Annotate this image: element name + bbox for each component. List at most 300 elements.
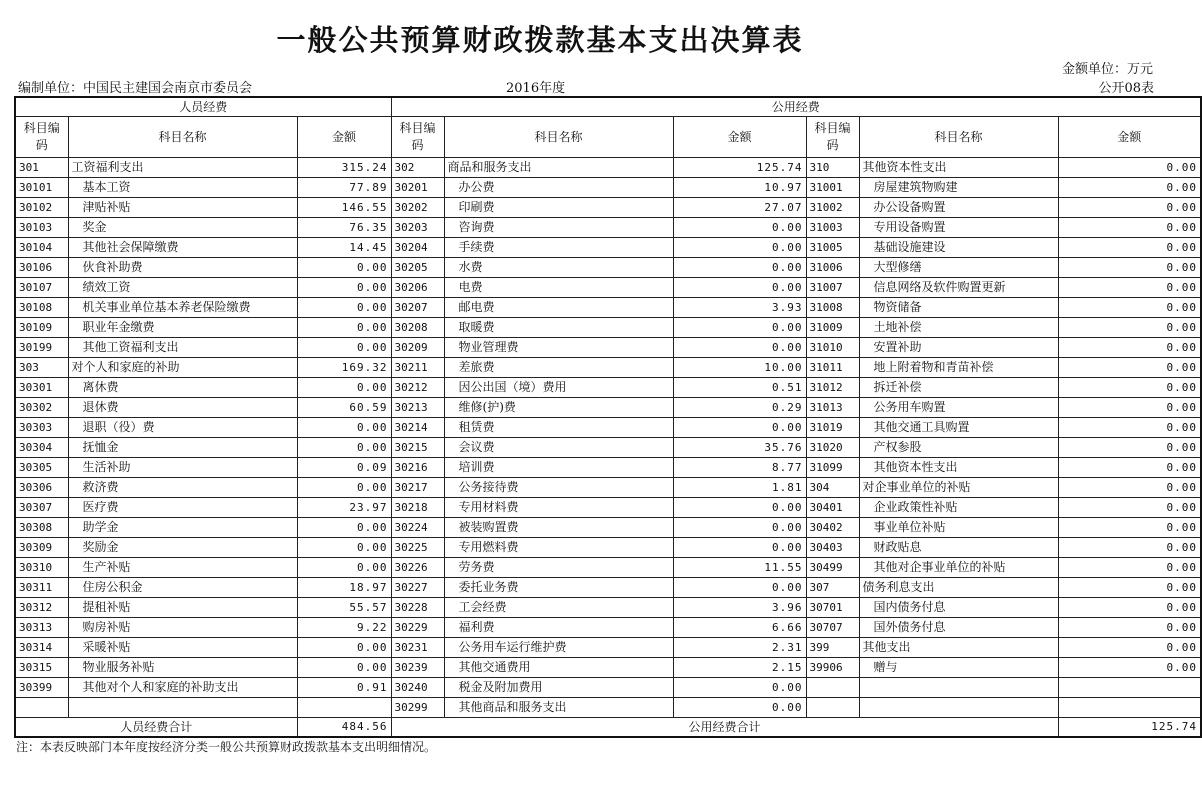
table-row xyxy=(15,478,1201,498)
item-name: 劳务费 xyxy=(444,558,673,578)
item-code: 31099 xyxy=(806,458,859,478)
item-code: 30707 xyxy=(806,618,859,638)
item-name: 公务用车运行维护费 xyxy=(444,638,673,658)
item-code: 31007 xyxy=(806,278,859,298)
item-code: 30203 xyxy=(391,218,444,238)
item-name: 被装购置费 xyxy=(444,518,673,538)
table-row xyxy=(15,158,1201,178)
item-name: 房屋建筑物购建 xyxy=(859,178,1058,198)
item-code: 30202 xyxy=(391,198,444,218)
item-name: 其他商品和服务支出 xyxy=(444,698,673,718)
item-code: 30227 xyxy=(391,578,444,598)
item-code: 399 xyxy=(806,638,859,658)
item-amount: 0.00 xyxy=(1058,618,1201,638)
item-name: 企业政策性补贴 xyxy=(859,498,1058,518)
table-row xyxy=(15,458,1201,478)
item-name: 伙食补助费 xyxy=(68,258,297,278)
item-code: 31012 xyxy=(806,378,859,398)
item-code: 302 xyxy=(391,158,444,178)
item-code: 30199 xyxy=(15,338,68,358)
item-name: 工资福利支出 xyxy=(68,158,297,178)
item-amount: 0.00 xyxy=(1058,278,1201,298)
item-name: 其他交通工具购置 xyxy=(859,418,1058,438)
item-name: 其他支出 xyxy=(859,638,1058,658)
item-amount: 0.00 xyxy=(1058,638,1201,658)
item-amount: 0.00 xyxy=(297,298,391,318)
table-row xyxy=(15,678,1201,698)
table-row xyxy=(15,278,1201,298)
item-code: 30701 xyxy=(806,598,859,618)
item-code: 30108 xyxy=(15,298,68,318)
item-amount: 0.00 xyxy=(1058,318,1201,338)
amount-unit: 金额单位：万元 xyxy=(1061,62,1153,77)
item-code: 30101 xyxy=(15,178,68,198)
table-row xyxy=(15,498,1201,518)
item-name: 基础设施建设 xyxy=(859,238,1058,258)
item-amount: 0.00 xyxy=(673,338,806,358)
item-name: 公务接待费 xyxy=(444,478,673,498)
item-name: 安置补助 xyxy=(859,338,1058,358)
item-amount: 0.00 xyxy=(297,658,391,678)
item-amount: 60.59 xyxy=(297,398,391,418)
item-code: 30201 xyxy=(391,178,444,198)
item-name: 因公出国（境）费用 xyxy=(444,378,673,398)
item-name: 债务利息支出 xyxy=(859,578,1058,598)
item-amount: 0.00 xyxy=(673,498,806,518)
item-name: 专用燃料费 xyxy=(444,538,673,558)
fiscal-year: 2016年度 xyxy=(506,81,566,96)
item-code: 30217 xyxy=(391,478,444,498)
item-amount: 0.00 xyxy=(1058,658,1201,678)
item-code: 30308 xyxy=(15,518,68,538)
item-amount: 0.00 xyxy=(1058,398,1201,418)
item-amount: 11.55 xyxy=(673,558,806,578)
item-code: 30228 xyxy=(391,598,444,618)
section-personnel: 人员经费 xyxy=(15,97,391,117)
item-code xyxy=(806,698,859,718)
table-row xyxy=(15,538,1201,558)
item-code: 30403 xyxy=(806,538,859,558)
table-row xyxy=(15,218,1201,238)
item-code: 30315 xyxy=(15,658,68,678)
item-code: 39906 xyxy=(806,658,859,678)
item-code: 30102 xyxy=(15,198,68,218)
item-code: 31006 xyxy=(806,258,859,278)
item-name: 财政贴息 xyxy=(859,538,1058,558)
item-name: 印刷费 xyxy=(444,198,673,218)
header-amount: 金额 xyxy=(1058,117,1201,158)
item-name: 取暖费 xyxy=(444,318,673,338)
header-code: 科目编码 xyxy=(15,117,68,158)
item-amount: 0.00 xyxy=(673,698,806,718)
item-code: 30309 xyxy=(15,538,68,558)
item-name: 医疗费 xyxy=(68,498,297,518)
item-name: 其他对个人和家庭的补助支出 xyxy=(68,678,297,698)
header-code: 科目编码 xyxy=(391,117,444,158)
item-code: 30307 xyxy=(15,498,68,518)
item-name: 津贴补贴 xyxy=(68,198,297,218)
item-name: 对个人和家庭的补助 xyxy=(68,358,297,378)
item-amount: 0.00 xyxy=(673,518,806,538)
item-amount: 0.00 xyxy=(297,418,391,438)
item-name: 专用设备购置 xyxy=(859,218,1058,238)
item-code: 30306 xyxy=(15,478,68,498)
item-amount: 0.00 xyxy=(673,238,806,258)
item-amount: 0.00 xyxy=(1058,598,1201,618)
item-name: 物资储备 xyxy=(859,298,1058,318)
item-amount: 2.15 xyxy=(673,658,806,678)
item-amount: 0.00 xyxy=(1058,178,1201,198)
item-name: 福利费 xyxy=(444,618,673,638)
header-name: 科目名称 xyxy=(444,117,673,158)
item-code: 30312 xyxy=(15,598,68,618)
item-name: 工会经费 xyxy=(444,598,673,618)
item-code: 30314 xyxy=(15,638,68,658)
item-code: 30301 xyxy=(15,378,68,398)
item-name: 其他工资福利支出 xyxy=(68,338,297,358)
item-name: 邮电费 xyxy=(444,298,673,318)
item-code: 30401 xyxy=(806,498,859,518)
table-row xyxy=(15,598,1201,618)
item-name: 职业年金缴费 xyxy=(68,318,297,338)
item-code: 31019 xyxy=(806,418,859,438)
item-amount: 0.00 xyxy=(1058,498,1201,518)
header-amount: 金额 xyxy=(297,117,391,158)
item-amount: 0.00 xyxy=(297,518,391,538)
item-code: 303 xyxy=(15,358,68,378)
item-amount: 0.00 xyxy=(1058,378,1201,398)
item-amount: 0.00 xyxy=(1058,438,1201,458)
item-amount: 0.00 xyxy=(1058,218,1201,238)
item-amount: 0.00 xyxy=(1058,478,1201,498)
item-name: 其他对企事业单位的补贴 xyxy=(859,558,1058,578)
item-amount: 0.00 xyxy=(297,478,391,498)
item-name: 物业管理费 xyxy=(444,338,673,358)
item-amount: 146.55 xyxy=(297,198,391,218)
item-name: 退休费 xyxy=(68,398,297,418)
item-name: 咨询费 xyxy=(444,218,673,238)
item-name: 奖金 xyxy=(68,218,297,238)
item-code: 31013 xyxy=(806,398,859,418)
table-row xyxy=(15,358,1201,378)
item-name: 差旅费 xyxy=(444,358,673,378)
item-name: 其他资本性支出 xyxy=(859,158,1058,178)
item-amount: 169.32 xyxy=(297,358,391,378)
item-amount: 0.00 xyxy=(1058,358,1201,378)
item-amount: 27.07 xyxy=(673,198,806,218)
item-amount: 0.00 xyxy=(297,258,391,278)
item-name: 信息网络及软件购置更新 xyxy=(859,278,1058,298)
org-name: 编制单位：中国民主建国会南京市委员会 xyxy=(18,81,253,96)
table-row xyxy=(15,178,1201,198)
item-amount: 6.66 xyxy=(673,618,806,638)
item-name: 抚恤金 xyxy=(68,438,297,458)
item-amount: 0.00 xyxy=(1058,578,1201,598)
item-code: 30211 xyxy=(391,358,444,378)
item-code: 31003 xyxy=(806,218,859,238)
item-amount: 0.00 xyxy=(673,278,806,298)
item-name: 商品和服务支出 xyxy=(444,158,673,178)
item-name: 退职（役）费 xyxy=(68,418,297,438)
item-amount: 0.00 xyxy=(1058,238,1201,258)
table-row xyxy=(15,578,1201,598)
item-amount: 0.00 xyxy=(297,378,391,398)
public-total-amount: 125.74 xyxy=(1058,718,1201,738)
item-code: 30208 xyxy=(391,318,444,338)
totals-row xyxy=(15,718,1201,738)
table-row xyxy=(15,518,1201,538)
item-code: 30212 xyxy=(391,378,444,398)
item-code: 30213 xyxy=(391,398,444,418)
item-amount: 0.00 xyxy=(297,338,391,358)
item-code: 30499 xyxy=(806,558,859,578)
item-name: 地上附着物和青苗补偿 xyxy=(859,358,1058,378)
item-amount: 0.00 xyxy=(297,558,391,578)
table-row xyxy=(15,638,1201,658)
personnel-total-label: 人员经费合计 xyxy=(15,718,297,738)
item-name: 其他交通费用 xyxy=(444,658,673,678)
item-amount: 10.00 xyxy=(673,358,806,378)
table-row xyxy=(15,698,1201,718)
item-name: 委托业务费 xyxy=(444,578,673,598)
item-name xyxy=(859,678,1058,698)
item-amount: 14.45 xyxy=(297,238,391,258)
table-row xyxy=(15,558,1201,578)
item-amount: 0.00 xyxy=(1058,558,1201,578)
item-code xyxy=(15,698,68,718)
item-code: 30303 xyxy=(15,418,68,438)
item-name: 产权参股 xyxy=(859,438,1058,458)
item-code: 307 xyxy=(806,578,859,598)
item-code: 30107 xyxy=(15,278,68,298)
item-code: 30209 xyxy=(391,338,444,358)
item-amount: 125.74 xyxy=(673,158,806,178)
item-name: 物业服务补贴 xyxy=(68,658,297,678)
item-amount: 76.35 xyxy=(297,218,391,238)
item-code: 30205 xyxy=(391,258,444,278)
item-name: 办公费 xyxy=(444,178,673,198)
item-name: 水费 xyxy=(444,258,673,278)
expenditure-table xyxy=(14,96,1202,738)
item-name: 离休费 xyxy=(68,378,297,398)
item-code: 30399 xyxy=(15,678,68,698)
header-name: 科目名称 xyxy=(859,117,1058,158)
item-code: 30214 xyxy=(391,418,444,438)
item-amount: 315.24 xyxy=(297,158,391,178)
table-row xyxy=(15,418,1201,438)
item-name: 拆迁补偿 xyxy=(859,378,1058,398)
item-amount: 0.00 xyxy=(1058,198,1201,218)
item-amount: 0.00 xyxy=(1058,418,1201,438)
meta-row xyxy=(18,77,1154,95)
item-amount xyxy=(297,698,391,718)
item-code: 30305 xyxy=(15,458,68,478)
item-name: 大型修缮 xyxy=(859,258,1058,278)
item-code: 30313 xyxy=(15,618,68,638)
item-code: 31009 xyxy=(806,318,859,338)
item-name: 电费 xyxy=(444,278,673,298)
item-name: 住房公积金 xyxy=(68,578,297,598)
table-row xyxy=(15,258,1201,278)
item-amount: 0.00 xyxy=(673,418,806,438)
item-amount: 0.00 xyxy=(297,638,391,658)
item-code: 304 xyxy=(806,478,859,498)
table-row xyxy=(15,318,1201,338)
item-amount: 0.00 xyxy=(1058,518,1201,538)
item-name: 国内债务付息 xyxy=(859,598,1058,618)
item-code: 30216 xyxy=(391,458,444,478)
item-name: 提租补贴 xyxy=(68,598,297,618)
item-code: 30106 xyxy=(15,258,68,278)
item-code: 30304 xyxy=(15,438,68,458)
item-code: 31005 xyxy=(806,238,859,258)
item-amount: 35.76 xyxy=(673,438,806,458)
public-total-label: 公用经费合计 xyxy=(391,718,1058,738)
item-code: 31020 xyxy=(806,438,859,458)
item-amount: 0.00 xyxy=(673,258,806,278)
item-code: 30226 xyxy=(391,558,444,578)
item-name xyxy=(859,698,1058,718)
item-amount: 0.51 xyxy=(673,378,806,398)
item-amount: 77.89 xyxy=(297,178,391,198)
item-amount: 0.00 xyxy=(673,678,806,698)
item-name: 奖励金 xyxy=(68,538,297,558)
table-number: 公开08表 xyxy=(1098,81,1154,96)
item-amount: 0.00 xyxy=(297,278,391,298)
item-amount: 0.00 xyxy=(673,318,806,338)
item-name: 其他社会保障缴费 xyxy=(68,238,297,258)
item-name: 会议费 xyxy=(444,438,673,458)
item-code: 30218 xyxy=(391,498,444,518)
item-amount: 0.00 xyxy=(297,538,391,558)
item-amount: 0.29 xyxy=(673,398,806,418)
item-amount: 3.96 xyxy=(673,598,806,618)
item-code: 30109 xyxy=(15,318,68,338)
item-code: 30103 xyxy=(15,218,68,238)
table-row xyxy=(15,438,1201,458)
item-code: 30311 xyxy=(15,578,68,598)
table-row xyxy=(15,398,1201,418)
item-amount: 23.97 xyxy=(297,498,391,518)
item-amount: 10.97 xyxy=(673,178,806,198)
table-row xyxy=(15,238,1201,258)
header-amount: 金额 xyxy=(673,117,806,158)
item-name: 生活补助 xyxy=(68,458,297,478)
item-amount: 0.00 xyxy=(673,538,806,558)
item-name: 手续费 xyxy=(444,238,673,258)
item-amount: 9.22 xyxy=(297,618,391,638)
item-code: 301 xyxy=(15,158,68,178)
table-row xyxy=(15,338,1201,358)
item-name: 土地补偿 xyxy=(859,318,1058,338)
item-name: 维修(护)费 xyxy=(444,398,673,418)
item-code: 31010 xyxy=(806,338,859,358)
item-amount: 0.00 xyxy=(1058,458,1201,478)
item-code: 30231 xyxy=(391,638,444,658)
item-name: 购房补贴 xyxy=(68,618,297,638)
item-amount: 55.57 xyxy=(297,598,391,618)
item-name: 培训费 xyxy=(444,458,673,478)
item-code: 31002 xyxy=(806,198,859,218)
item-amount: 0.00 xyxy=(297,438,391,458)
item-amount: 0.91 xyxy=(297,678,391,698)
item-name: 租赁费 xyxy=(444,418,673,438)
item-name: 其他资本性支出 xyxy=(859,458,1058,478)
item-name: 绩效工资 xyxy=(68,278,297,298)
item-name: 对企事业单位的补贴 xyxy=(859,478,1058,498)
item-amount: 18.97 xyxy=(297,578,391,598)
item-name: 救济费 xyxy=(68,478,297,498)
item-name: 机关事业单位基本养老保险缴费 xyxy=(68,298,297,318)
item-code xyxy=(806,678,859,698)
item-amount: 0.09 xyxy=(297,458,391,478)
item-code: 30206 xyxy=(391,278,444,298)
item-code: 30239 xyxy=(391,658,444,678)
item-code: 30402 xyxy=(806,518,859,538)
item-name: 采暖补贴 xyxy=(68,638,297,658)
item-code: 31001 xyxy=(806,178,859,198)
item-amount xyxy=(1058,678,1201,698)
item-amount: 0.00 xyxy=(297,318,391,338)
table-row xyxy=(15,618,1201,638)
table-row xyxy=(15,378,1201,398)
item-name: 赠与 xyxy=(859,658,1058,678)
item-code: 30240 xyxy=(391,678,444,698)
item-amount: 8.77 xyxy=(673,458,806,478)
item-code: 30215 xyxy=(391,438,444,458)
item-code: 30104 xyxy=(15,238,68,258)
item-code: 30299 xyxy=(391,698,444,718)
item-amount xyxy=(1058,698,1201,718)
item-amount: 2.31 xyxy=(673,638,806,658)
item-code: 30225 xyxy=(391,538,444,558)
personnel-total-amount: 484.56 xyxy=(297,718,391,738)
item-name: 助学金 xyxy=(68,518,297,538)
item-name: 公务用车购置 xyxy=(859,398,1058,418)
item-code: 30207 xyxy=(391,298,444,318)
item-amount: 0.00 xyxy=(1058,538,1201,558)
section-public: 公用经费 xyxy=(391,97,1201,117)
item-name xyxy=(68,698,297,718)
item-amount: 0.00 xyxy=(673,218,806,238)
item-code: 31008 xyxy=(806,298,859,318)
page-title: 一般公共预算财政拨款基本支出决算表 xyxy=(276,23,804,57)
item-code: 30302 xyxy=(15,398,68,418)
item-name: 生产补贴 xyxy=(68,558,297,578)
item-amount: 0.00 xyxy=(673,578,806,598)
footnote: 注：本表反映部门本年度按经济分类一般公共预算财政拨款基本支出明细情况。 xyxy=(16,740,437,754)
header-name: 科目名称 xyxy=(68,117,297,158)
table-row xyxy=(15,658,1201,678)
item-name: 办公设备购置 xyxy=(859,198,1058,218)
item-name: 专用材料费 xyxy=(444,498,673,518)
item-name: 基本工资 xyxy=(68,178,297,198)
item-amount: 0.00 xyxy=(1058,298,1201,318)
item-name: 国外债务付息 xyxy=(859,618,1058,638)
item-code: 30229 xyxy=(391,618,444,638)
item-code: 310 xyxy=(806,158,859,178)
item-code: 31011 xyxy=(806,358,859,378)
item-amount: 3.93 xyxy=(673,298,806,318)
item-amount: 1.81 xyxy=(673,478,806,498)
item-amount: 0.00 xyxy=(1058,158,1201,178)
table-body xyxy=(15,158,1201,718)
item-code: 30310 xyxy=(15,558,68,578)
item-name: 事业单位补贴 xyxy=(859,518,1058,538)
table-row xyxy=(15,198,1201,218)
item-name: 税金及附加费用 xyxy=(444,678,673,698)
table-row xyxy=(15,298,1201,318)
